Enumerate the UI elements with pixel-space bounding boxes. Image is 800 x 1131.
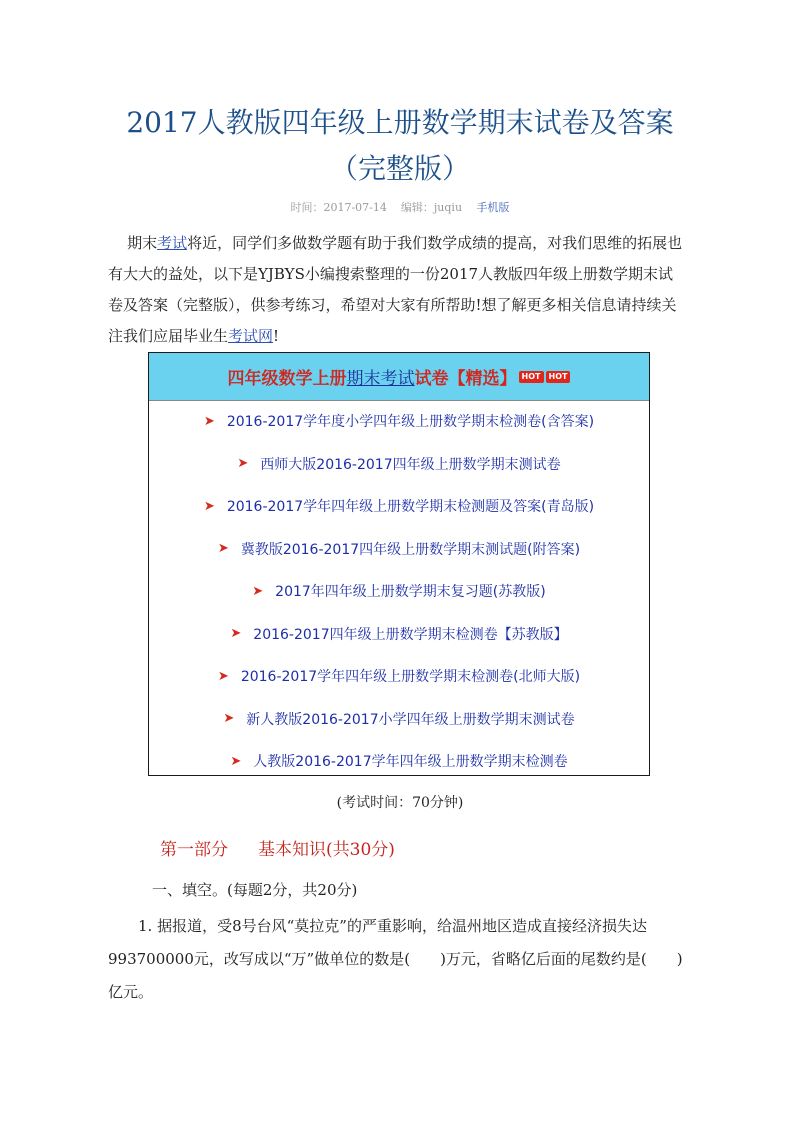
intro-text-3: ! bbox=[273, 327, 280, 345]
arrow-icon: ➤ bbox=[217, 668, 229, 684]
paper-link[interactable]: 人教版2016-2017学年四年级上册数学期末检测卷 bbox=[253, 754, 568, 771]
part-heading bbox=[160, 835, 395, 860]
list-item[interactable] bbox=[149, 443, 649, 486]
paper-link[interactable]: 西师大版2016-2017四年级上册数学期末测试卷 bbox=[260, 456, 561, 473]
box-header-suffix: 试卷【精选】 bbox=[414, 369, 517, 389]
exam-link[interactable]: 考试 bbox=[157, 234, 188, 252]
list-item[interactable] bbox=[149, 698, 649, 741]
paper-link-list bbox=[149, 400, 649, 783]
arrow-icon: ➤ bbox=[230, 753, 242, 769]
intro-text-2: 将近，同学们多做数学题有助于我们数学成绩的提高，对我们思维的拓展也有大大的益处，以下是YJBYS小编搜索整理的一份2017人教版四年级上册数学期末试卷及答案（完整版），供参考练习，希望对大家有所帮助!想了解更多相关信息请持续关注我们应届毕业生 bbox=[108, 234, 683, 345]
paper-link[interactable]: 新人教版2016-2017小学四年级上册数学期末测试卷 bbox=[246, 711, 575, 728]
paper-link[interactable]: 2016-2017学年度小学四年级上册数学期末检测卷(含答案) bbox=[226, 414, 595, 431]
box-header-link[interactable]: 期末考试 bbox=[346, 369, 415, 389]
box-header bbox=[149, 353, 649, 401]
exam-duration: (考试时间：70分钟) bbox=[336, 795, 464, 811]
hot-badge: HOT bbox=[546, 371, 571, 383]
paper-link[interactable]: 2016-2017学年四年级上册数学期末检测卷(北师大版) bbox=[240, 669, 581, 686]
list-item[interactable] bbox=[149, 570, 649, 613]
arrow-icon: ➤ bbox=[217, 541, 229, 557]
arrow-icon: ➤ bbox=[223, 711, 235, 727]
exam-site-link[interactable]: 考试网 bbox=[228, 327, 274, 345]
mobile-version-link[interactable]: 手机版 bbox=[476, 201, 510, 214]
list-item[interactable] bbox=[149, 655, 649, 698]
intro-text-1: 期末 bbox=[127, 234, 158, 252]
question-1: 1. 据报道，受8号台风“莫拉克”的严重影响，给温州地区造成直接经济损失达993700000元，改写成以“万”做单位的数是( )万元，省略亿后面的尾数约是( )亿元。 bbox=[108, 917, 683, 1001]
paper-link[interactable]: 2016-2017四年级上册数学期末检测卷【苏教版】 bbox=[253, 626, 568, 643]
intro-paragraph bbox=[108, 228, 683, 352]
paper-link[interactable]: 冀教版2016-2017四年级上册数学期末测试题(附答案) bbox=[240, 541, 581, 558]
list-item[interactable] bbox=[149, 400, 649, 443]
part-subtitle: 基本知识(共30分) bbox=[258, 840, 395, 860]
publish-time: 时间：2017-07-14 bbox=[290, 201, 387, 214]
arrow-icon: ➤ bbox=[230, 626, 242, 642]
list-item[interactable] bbox=[149, 528, 649, 571]
editor: 编辑：juqiu bbox=[400, 201, 463, 214]
hot-badge: HOT bbox=[519, 371, 544, 383]
section-heading: 一、填空。(每题2分，共20分) bbox=[152, 881, 358, 899]
arrow-icon: ➤ bbox=[252, 583, 264, 599]
list-item[interactable] bbox=[149, 485, 649, 528]
arrow-icon: ➤ bbox=[237, 456, 249, 472]
arrow-icon: ➤ bbox=[203, 413, 215, 429]
article-meta bbox=[0, 199, 800, 215]
paper-link[interactable]: 2017年四年级上册数学期末复习题(苏教版) bbox=[275, 584, 546, 601]
box-header-prefix: 四年级数学上册 bbox=[227, 369, 347, 389]
list-item[interactable] bbox=[149, 613, 649, 656]
paper-link[interactable]: 2016-2017学年四年级上册数学期末检测题及答案(青岛版) bbox=[226, 499, 595, 516]
list-item[interactable] bbox=[149, 740, 649, 783]
arrow-icon: ➤ bbox=[203, 498, 215, 514]
part-name: 第一部分 bbox=[160, 840, 228, 860]
page-title: 2017人教版四年级上册数学期末试卷及答案（完整版） bbox=[126, 106, 674, 185]
recommended-papers-box bbox=[148, 352, 650, 776]
